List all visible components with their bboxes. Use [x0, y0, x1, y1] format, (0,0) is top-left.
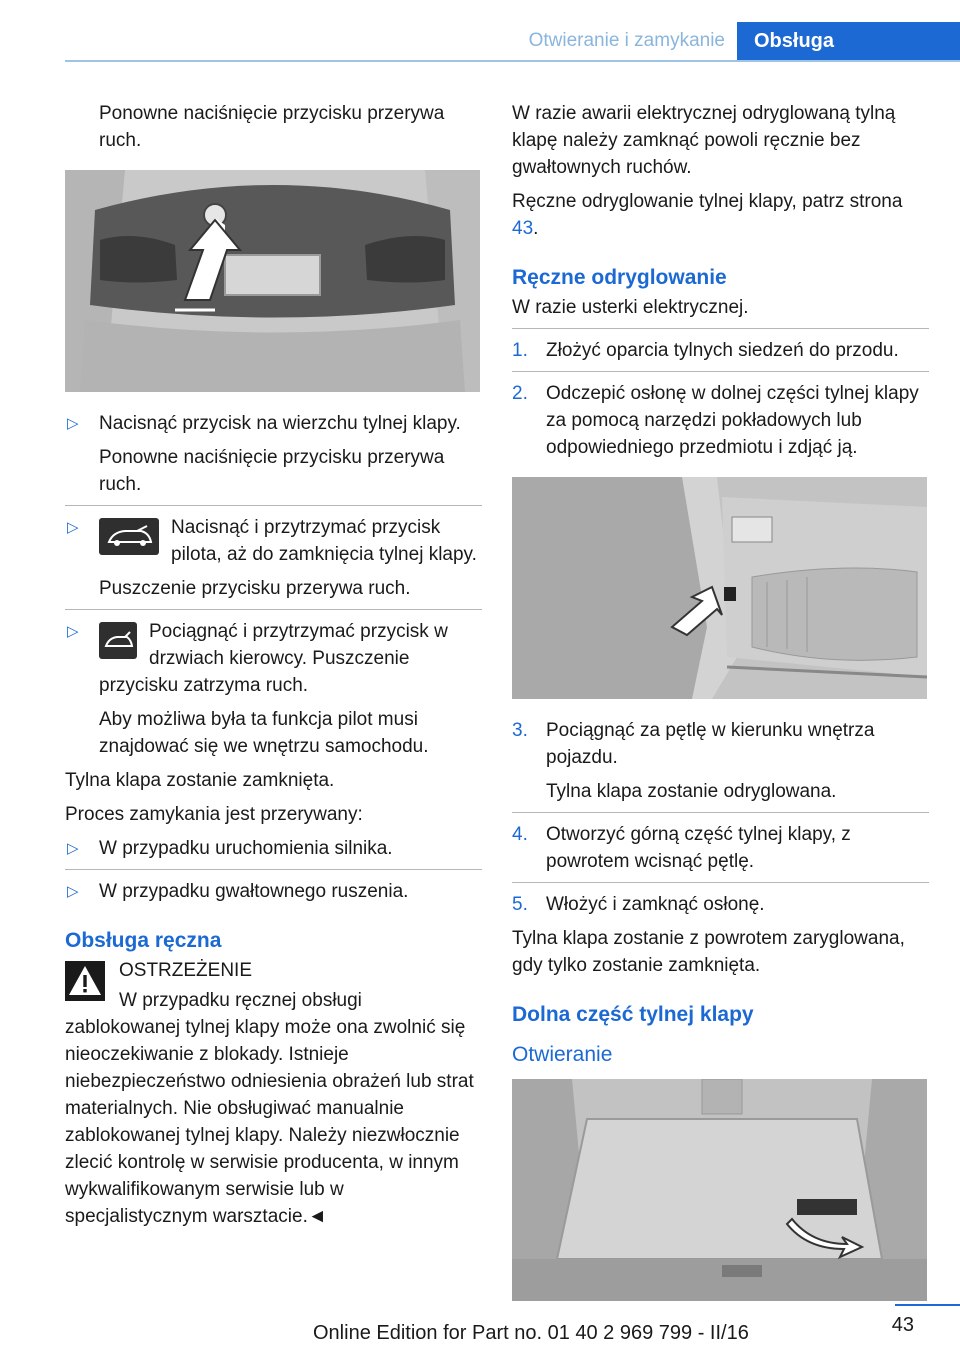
divider [512, 371, 929, 372]
list-item-text: W przypadku gwałtownego ruszenia. [99, 881, 409, 902]
list-item-text: W przypadku uruchomienia silnika. [99, 838, 393, 859]
step-text: Włożyć i zamknąć osłonę. [546, 894, 765, 915]
list-item-subtext: Puszczenie przycisku przerywa ruch. [99, 578, 411, 599]
step-text: Odczepić osłonę w dolnej części tylnej klapy za pomocą narzędzi pokładowych lub odpowiedniego przedmiotu i zdjąć ją. [546, 383, 919, 458]
section-heading: Obsługa ręczna [65, 929, 222, 952]
warning-triangle-icon [65, 961, 105, 1001]
header-section-title: Otwieranie i zamykanie [528, 30, 725, 51]
numbered-step [512, 337, 929, 364]
list-item [65, 410, 482, 498]
paragraph: Proces zamykania jest przerywany: [65, 804, 363, 825]
paragraph-text: . [533, 218, 539, 239]
cover-removal-figure [512, 477, 927, 699]
list-item [65, 618, 482, 760]
warning-title: OSTRZEŻENIE [119, 960, 253, 981]
left-column [65, 100, 482, 1237]
step-text: Otworzyć górną część tylnej klapy, z powrotem wcisnąć pętlę. [546, 824, 851, 872]
numbered-step [512, 717, 929, 805]
step-number: 4. [512, 824, 528, 845]
right-column [512, 100, 929, 1319]
tailgate-button-figure [65, 170, 480, 392]
section-heading: Dolna część tylnej klapy [512, 1003, 754, 1026]
triangle-bullet-icon: ▷ [67, 623, 79, 640]
divider [65, 609, 482, 610]
footer-rule [895, 1304, 960, 1306]
paragraph-text: Ręczne odryglowanie tylnej klapy, patrz strona [512, 191, 903, 212]
lower-tailgate-figure [512, 1079, 927, 1301]
subsection-heading: Otwieranie [512, 1043, 613, 1066]
divider [512, 328, 929, 329]
section-heading: Ręczne odryglowanie [512, 266, 727, 289]
list-item [65, 835, 482, 862]
step-number: 3. [512, 720, 528, 741]
step-text: Złożyć oparcia tylnych siedzeń do przodu. [546, 340, 899, 361]
paragraph: Tylna klapa zostanie zamknięta. [65, 770, 335, 791]
remote-key-tailgate-icon [99, 518, 159, 555]
numbered-step [512, 891, 929, 918]
list-item [65, 514, 482, 602]
warning-block [65, 957, 482, 1230]
page-reference-link[interactable]: 43 [512, 218, 534, 239]
triangle-bullet-icon: ▷ [67, 883, 79, 900]
divider [65, 869, 482, 870]
page-number: 43 [891, 1314, 914, 1336]
paragraph: Ponowne naciśnięcie przycisku przerywa ruch. [99, 103, 445, 151]
warning-text: W przypadku ręcznej obsługi zablokowanej tylnej klapy może ona zwolnić się nieoczekiwanie z blokady. Istnieje niebezpieczeństwo odniesienia obrażeń lub strat materialnych. Nie obsługiwać manualnie zablokowanej tylnej klapy. Należy niezwłocznie zlecić kontrolę w serwisie producenta, w innym wykwalifikowanym serwisie lub w specjalistycznym warsztacie.◄ [65, 990, 474, 1227]
triangle-bullet-icon: ▷ [67, 415, 79, 432]
paragraph: W razie awarii elektrycznej odryglowaną tylną klapę należy zamknąć powoli ręcznie bez gwałtownych ruchów. [512, 103, 896, 178]
header-rule [65, 60, 960, 62]
numbered-step [512, 821, 929, 875]
step-subtext: Tylna klapa zostanie odryglowana. [546, 781, 837, 802]
edition-footer: Online Edition for Part no. 01 40 2 969 799 - II/16 [313, 1322, 749, 1344]
paragraph-with-link [512, 188, 929, 242]
list-item-subtext: Aby możliwa była ta funkcja pilot musi znajdować się we wnętrzu samochodu. [99, 709, 429, 757]
driver-door-tailgate-button-icon [99, 622, 137, 659]
paragraph: Tylna klapa zostanie z powrotem zaryglowana, gdy tylko zostanie zamknięta. [512, 928, 905, 976]
divider [65, 505, 482, 506]
list-item-text: Pociągnąć i przytrzymać przycisk w drzwiach kierowcy. Puszczenie przycisku zatrzyma ruch. [99, 621, 448, 696]
numbered-step [512, 380, 929, 461]
paragraph: W razie usterki elektrycznej. [512, 297, 749, 318]
triangle-bullet-icon: ▷ [67, 840, 79, 857]
step-number: 2. [512, 383, 528, 404]
list-item-text: Nacisnąć przycisk na wierzchu tylnej klapy. [99, 413, 461, 434]
divider [512, 882, 929, 883]
page-header [65, 22, 960, 62]
triangle-bullet-icon: ▷ [67, 519, 79, 536]
list-item [65, 878, 482, 905]
step-number: 1. [512, 340, 528, 361]
step-text: Pociągnąć za pętlę w kierunku wnętrza pojazdu. [546, 720, 875, 768]
header-chapter-tab: Obsługa [737, 22, 960, 62]
step-number: 5. [512, 894, 528, 915]
list-item-subtext: Ponowne naciśnięcie przycisku przerywa ruch. [99, 447, 445, 495]
list-item-text: Nacisnąć i przytrzymać przycisk pilota, aż do zamknięcia tylnej klapy. [171, 517, 477, 565]
divider [512, 812, 929, 813]
